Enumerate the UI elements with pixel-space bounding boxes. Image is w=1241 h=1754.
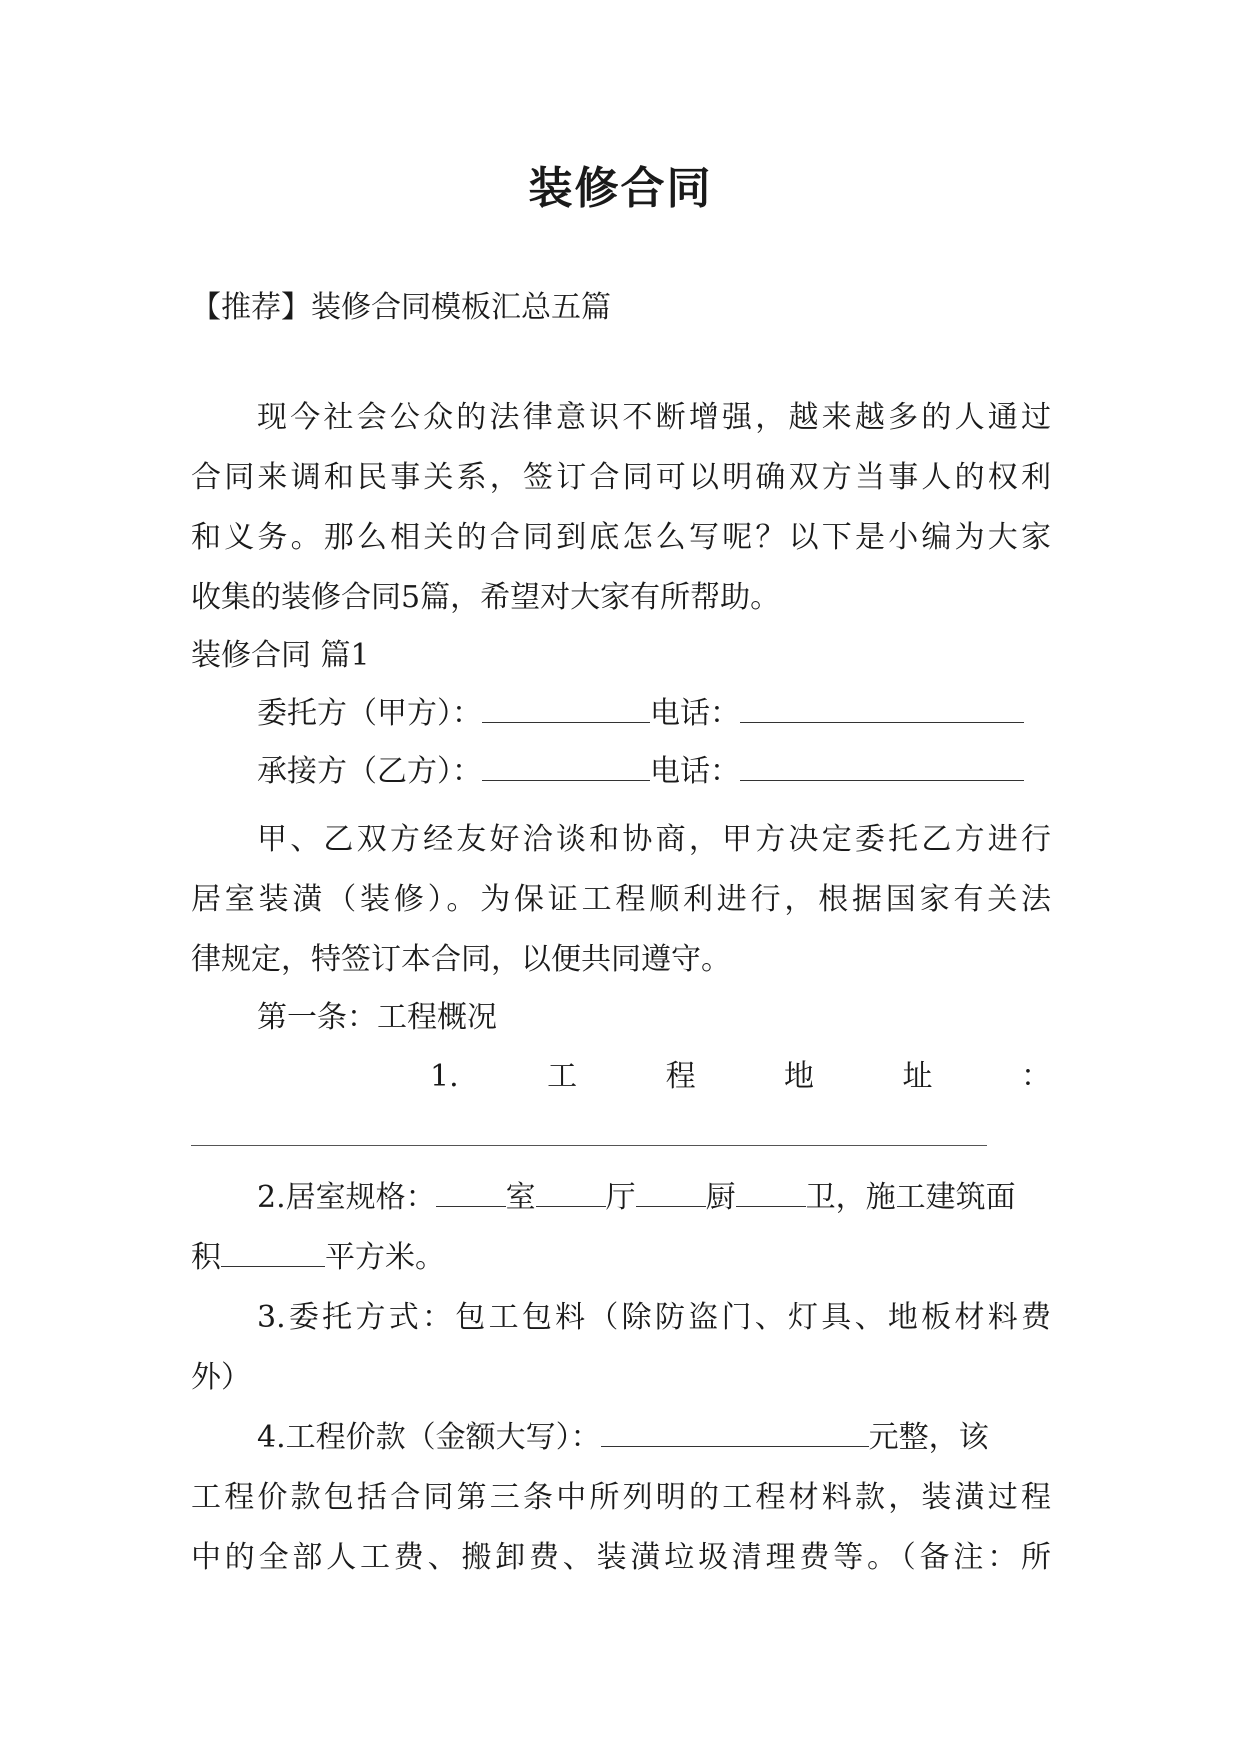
item-4-line-1 (257, 1418, 1051, 1458)
party-a-phone-label: 电话： (650, 696, 740, 731)
halls-field[interactable] (536, 1178, 606, 1207)
item-3-line-1: 3.委托方式：包工包料（除防盗门、灯具、地板材料费 (257, 1300, 1051, 1335)
kitchens-field[interactable] (636, 1178, 706, 1207)
party-a-phone-field[interactable] (740, 694, 1024, 723)
room-label: 室 (505, 1180, 536, 1215)
item-4-prefix: 4.工程价款（金额大写）： (257, 1420, 601, 1455)
preamble-line-2: 居室装潢（装修）。为保证工程顺利进行，根据国家有关法 (191, 882, 1051, 917)
item-4-line-2: 工程价款包括合同第三条中所列明的工程材料款，装潢过程 (191, 1480, 1051, 1515)
item-1-char-1: 工 (547, 1059, 578, 1094)
party-b-line (257, 752, 1051, 792)
document-subtitle: 【推荐】装修合同模板汇总五篇 (191, 290, 611, 325)
area-suffix: 平方米。 (325, 1240, 445, 1275)
party-a-name-field[interactable] (482, 694, 650, 723)
item-1-char-4: 址 (902, 1059, 933, 1094)
item-3-line-2: 外） (191, 1360, 251, 1395)
party-b-phone-field[interactable] (740, 752, 1024, 781)
hall-label: 厅 (605, 1180, 636, 1215)
preamble-line-1: 甲、乙双方经友好洽谈和协商，甲方决定委托乙方进行 (257, 822, 1051, 857)
item-2-line-2 (191, 1238, 1051, 1278)
item-1-colon: ： (1020, 1059, 1051, 1094)
item-1-project-address (430, 1057, 1051, 1097)
price-field[interactable] (601, 1418, 869, 1447)
baths-field[interactable] (736, 1178, 806, 1207)
item-1-char-3: 地 (784, 1059, 815, 1094)
party-b-phone-label: 电话： (650, 754, 740, 789)
page-title: 装修合同 (528, 163, 713, 214)
rooms-field[interactable] (436, 1178, 506, 1207)
item-1-char-2: 程 (665, 1059, 696, 1094)
section-heading: 装修合同 篇1 (191, 638, 370, 673)
intro-line-1: 现今社会公众的法律意识不断增强，越来越多的人通过 (257, 400, 1051, 435)
party-a-line (257, 694, 1051, 734)
party-b-label: 承接方（乙方）： (257, 754, 482, 789)
item-4-suffix: 元整，该 (868, 1420, 989, 1455)
party-a-label: 委托方（甲方）： (257, 696, 482, 731)
kitchen-label: 厨 (705, 1180, 736, 1215)
intro-line-2: 合同来调和民事关系，签订合同可以明确双方当事人的权利 (191, 460, 1051, 495)
area-prefix: 积 (191, 1240, 221, 1275)
intro-line-3: 和义务。那么相关的合同到底怎么写呢？以下是小编为大家 (191, 520, 1051, 555)
project-address-field[interactable] (191, 1145, 987, 1146)
preamble-line-3: 律规定，特签订本合同，以便共同遵守。 (191, 942, 731, 977)
item-2-line-1 (257, 1178, 1051, 1218)
item-1-number: 1. (430, 1059, 459, 1094)
bath-label: 卫，施工建筑面 (805, 1180, 1016, 1215)
intro-line-4: 收集的装修合同5篇，希望对大家有所帮助。 (191, 580, 781, 615)
article-1-heading: 第一条：工程概况 (257, 1000, 497, 1035)
item-4-line-3: 中的全部人工费、搬卸费、装潢垃圾清理费等。（备注：所 (191, 1540, 1051, 1575)
item-2-prefix: 2.居室规格： (257, 1180, 436, 1215)
party-b-name-field[interactable] (482, 752, 650, 781)
area-field[interactable] (221, 1238, 325, 1267)
